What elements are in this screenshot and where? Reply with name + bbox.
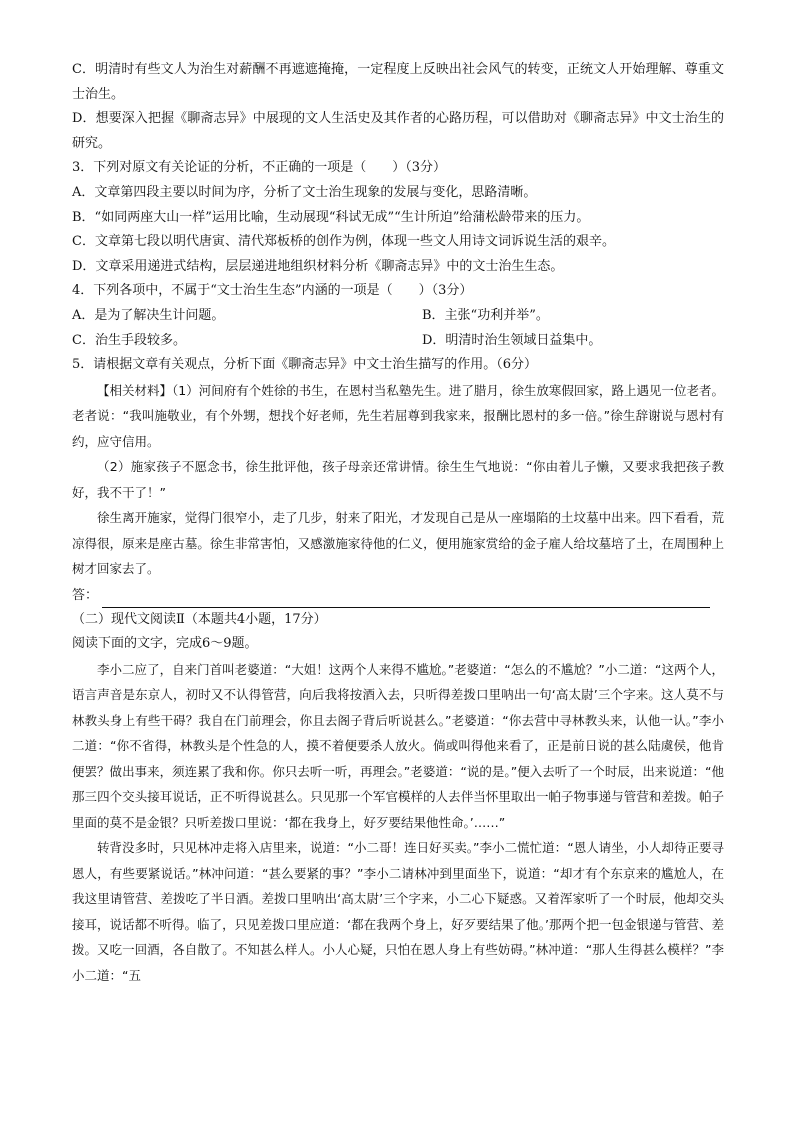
- q4-options-row-1: [72, 304, 724, 329]
- section-2-instruction: 阅读下面的文字，完成6～9题。: [72, 636, 258, 652]
- q5-material-2: （2）施家孩子不愿念书，徐生批评他，孩子母亲还常讲情。徐生生气地说：“你由着儿子懒，又要求我把孩子教好，我不干了！”: [72, 459, 724, 500]
- q3-option-b: B．“如同两座大山一样”运用比喻，生动展现“科试无成”“生计所迫”给蒲松龄带来的压力。: [72, 209, 590, 225]
- q3-option-c: C．文章第七段以明代唐寅、清代郑板桥的创作为例，体现一些文人用诗文词诉说生活的艰辛。: [72, 234, 615, 250]
- answer-line[interactable]: [102, 591, 710, 608]
- q4-option-d: D．明清时治生领域日益集中。: [422, 332, 602, 348]
- section-2-title: （二）现代文阅读Ⅱ（本题共4小题，17分）: [72, 611, 327, 627]
- q2-option-c: C．明清时有些文人为治生对薪酬不再遮遮掩掩，一定程度上反映出社会风气的转变，正统文人开始理解、尊重文士治生。: [72, 62, 724, 102]
- q3-option-a: A．文章第四段主要以时间为序，分析了文士治生现象的发展与变化，思路清晰。: [72, 184, 537, 200]
- q3-stem: 3．下列对原文有关论证的分析，不正确的一项是（ ）（3分）: [72, 160, 447, 176]
- q2-option-d: D．想要深入把握《聊斋志异》中展现的文人生活史及其作者的心路历程，可以借助对《聊斋志异》中文士治生的研究。: [72, 111, 724, 151]
- reading-paragraph-1: 李小二应了，自来门首叫老婆道：“大姐！这两个人来得不尴尬。”老婆道：“怎么的不尴尬？”小二道：“这两个人，语言声音是东京人，初时又不认得管营，向后我将按酒入去，只听得差拨口里呐出一句‘高太尉’三个字来。这人莫不与林教头身上有些干碍？我自在门前理会，你且去阁子背后听说甚么。”老婆道：“你去营中寻林教头来，认他一认。”李小二道：“你不省得，林教头是个性急的人，摸不着便要杀人放火。倘或叫得他来看了，正是前日说的甚么陆虞侯，他肯便罢？做出事来，须连累了我和你。你只去听一听，再理会。”老婆道：“说的是。”便入去听了一个时辰，出来说道：“他那三四个交头接耳说话，正不听得说甚么。只见那一个军官模样的人去伴当怀里取出一帕子物事递与管营和差拨。帕子里面的莫不是金银？只听差拨口里说：‘都在我身上，好歹要结果他性命。’……”: [72, 661, 724, 830]
- answer-area: [72, 584, 724, 608]
- q4-option-c: C．治生手段较多。: [72, 332, 186, 348]
- q5-stem: 5．请根据文章有关观点，分析下面《聊斋志异》中文士治生描写的作用。（6分）: [72, 357, 538, 373]
- q4-options-row-2: [72, 329, 724, 354]
- q4-option-a: A．是为了解决生计问题。: [72, 307, 225, 323]
- q5-material-1: 【相关材料】（1）河间府有个姓徐的书生，在恩村当私塾先生。进了腊月，徐生放寒假回家，路上遇见一位老者。老者说：“我叫施敬业，有个外甥，想找个好老师，先生若屈尊到我家来，报酬比恩村的多一倍。”徐生辞谢说与恩村有约，应守信用。: [72, 382, 724, 449]
- q5-material-3: 徐生离开施家，觉得门很窄小，走了几步，射来了阳光，才发现自己是从一座塌陷的土坟墓中出来。四下看看，荒凉得很，原来是座古墓。徐生非常害怕，又感激施家待他的仁义，便用施家赏给的金子雇人给坟墓培了土，在周围种上树才回家去了。: [72, 510, 724, 577]
- q4-stem: 4．下列各项中，不属于“文士治生生态”内涵的一项是（ ）（3分）: [72, 283, 473, 299]
- q4-option-b: B．主张“功利并举”。: [422, 307, 549, 323]
- exam-page: [72, 58, 724, 988]
- q3-option-d: D．文章采用递进式结构，层层递进地组织材料分析《聊斋志异》中的文士治生生态。: [72, 258, 564, 274]
- answer-label: 答：: [72, 587, 99, 603]
- reading-paragraph-2: 转背没多时，只见林冲走将入店里来，说道：“小二哥！连日好买卖。”李小二慌忙道：“恩人请坐，小人却待正要寻恩人，有些要紧说话。”林冲问道：“甚么要紧的事？”李小二请林冲到里面坐下，说道：“却才有个东京来的尴尬人，在我这里请管营、差拨吃了半日酒。差拨口里呐出‘高太尉’三个字来，小二心下疑惑。又着浑家听了一个时辰，他却交头接耳，说话都不听得。临了，只见差拨口里应道：‘都在我两个身上，好歹要结果了他。’那两个把一包金银递与管营、差拨。又吃一回酒，各自散了。不知甚么样人。小人心疑，只怕在恩人身上有些妨碍。”林冲道：“那人生得甚么模样？”李小二道：“五: [72, 840, 724, 983]
